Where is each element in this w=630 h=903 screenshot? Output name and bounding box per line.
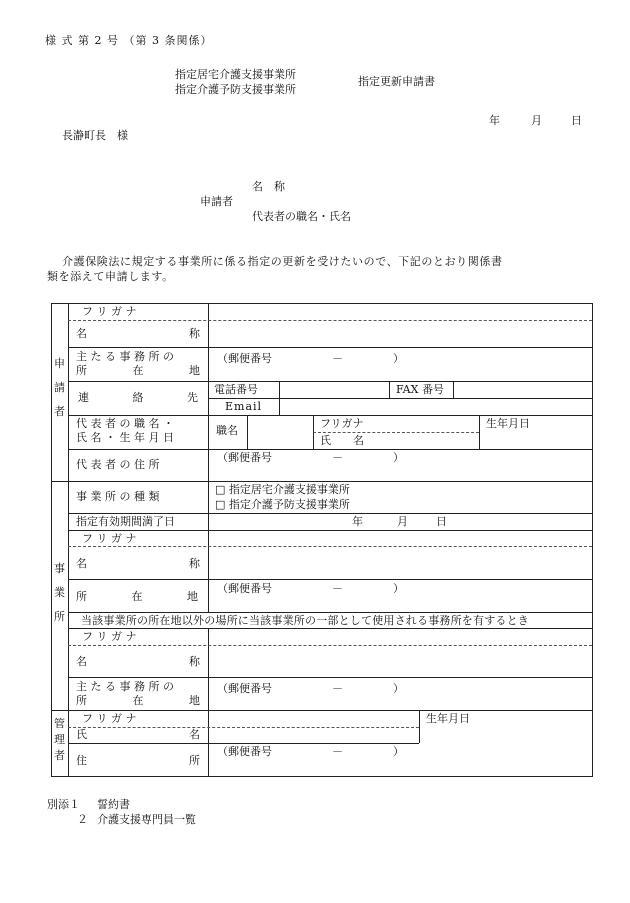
attachments-label: 別添１ [47,798,80,811]
kind-option-1[interactable]: □ 指定居宅介護支援事業所 [215,483,350,496]
main-office-label: 主 た る 事 務 所 の 所 在 地 [76,350,200,377]
body-text-line-2: 類を添えて申請します。 [47,270,174,283]
date-year: 年 [489,114,500,127]
office-name-label: 名 称 [76,557,200,570]
office-postal-field[interactable]: （郵便番号 － ） [217,582,404,595]
other-office-note: 当該事業所の所在地以外の場所に当該事業所の一部として使用される事務所を有するとき [81,614,529,627]
office-type-1: 指定居宅介護支援事業所 [175,68,296,81]
attachment-item-2: 介護支援専門員一覧 [97,813,196,826]
rep-address-label: 代 表 者 の 住 所 [76,458,160,471]
email-label: Email [225,400,263,413]
expiry-label: 指定有効期間満了日 [76,515,175,528]
office-furigana-label: フ リ ガ ナ [82,532,137,545]
manager-birthdate-label: 生年月日 [426,712,470,725]
contact-label: 連 絡 先 [78,391,198,404]
expiry-year: 年 [352,515,363,528]
applicant-label: 申請者 [200,195,233,208]
rep-title-label: 代 表 者 の 職 名 ・ 氏 名 ・ 生 年 月 日 [76,417,174,444]
postal-field[interactable]: （郵便番号 － ） [217,352,404,365]
addressee: 長瀞町長 様 [62,129,128,142]
manager-address-label: 住 所 [76,754,200,767]
rep-birthdate-label: 生年月日 [486,417,530,430]
form-number: 様 式 第 2 号 （第 3 条関係） [45,34,213,47]
name-label: 名 称 [76,327,200,340]
branch-office-label: 主 た る 事 務 所 の 所 在 地 [76,680,200,707]
office-type-2: 指定介護予防支援事業所 [175,83,296,96]
branch-furigana-label: フ リ ガ ナ [82,630,137,643]
branch-postal-field[interactable]: （郵便番号 － ） [217,682,404,695]
rep-name-label: 氏 名 [320,434,364,447]
expiry-month: 月 [397,515,408,528]
date-day: 日 [571,114,582,127]
applicant-name-label: 名 称 [252,180,285,193]
kind-option-2[interactable]: □ 指定介護予防支援事業所 [215,498,350,511]
representative-label: 代表者の職名・氏名 [252,210,351,223]
furigana-label: フ リ ガ ナ [82,305,137,318]
office-section-label: 事 業 所 [54,562,65,623]
rep-postal-field[interactable]: （郵便番号 － ） [217,451,404,464]
applicant-section-label: 申 請 者 [54,357,65,418]
office-kind-label: 事 業 所 の 種 類 [76,490,160,503]
attachment-item-1: 誓約書 [97,798,130,811]
branch-name-label: 名 称 [76,655,200,668]
manager-name-label: 氏 名 [76,728,200,741]
post-title-label: 職名 [216,424,238,437]
body-text-line-1: 介護保険法に規定する事業所に係る指定の更新を受けたいので、下記のとおり関係書 [62,255,503,268]
office-location-label: 所 在 地 [76,590,198,603]
fax-label: FAX 番号 [396,383,444,396]
date-month: 月 [531,114,542,127]
manager-section-label: 管 理 者 [54,717,65,762]
rep-furigana-label: フリガナ [320,417,364,430]
phone-label: 電話番号 [214,383,258,396]
manager-postal-field[interactable]: （郵便番号 － ） [217,745,404,758]
manager-furigana-label: フ リ ガ ナ [82,712,137,725]
document-title: 指定更新申請書 [358,75,435,88]
attachment-num-2: ２ [77,813,88,826]
expiry-day: 日 [436,515,447,528]
